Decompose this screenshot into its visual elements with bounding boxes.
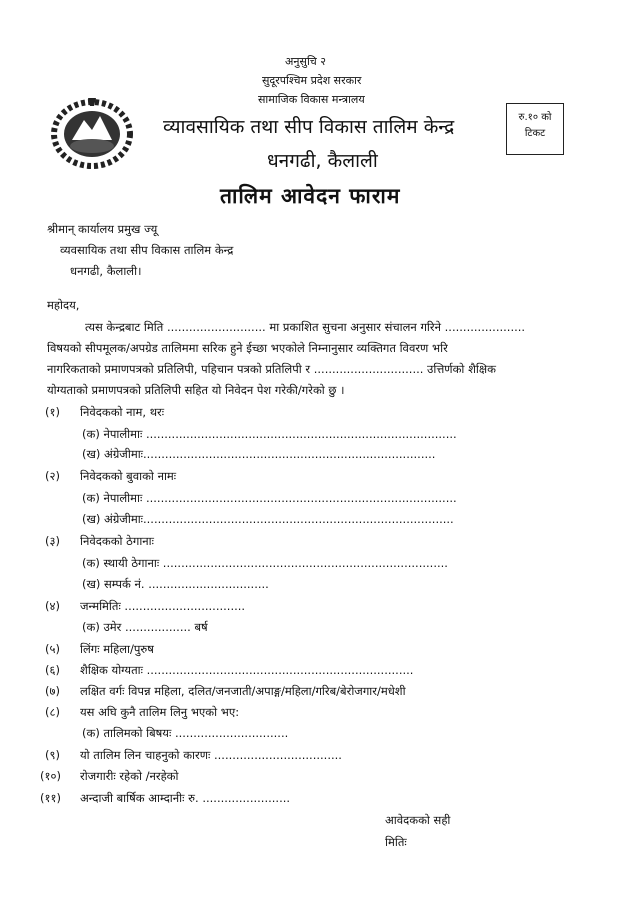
ministry-label: सामाजिक विकास मन्त्रालय (258, 93, 365, 106)
applicant-signature-label: आवेदकको सही (385, 813, 451, 827)
field-1-number: (१) (45, 405, 60, 419)
field-previous-training-subject[interactable]: (क) तालिमको बिषयः ............................... (82, 726, 289, 740)
salutation: महोदय, (47, 298, 80, 312)
field-previous-training-label: यस अघि कुनै तालिम लिनु भएको भए: (80, 705, 240, 719)
field-education[interactable]: शैक्षिक योग्यताः ......................................................................... (80, 663, 414, 677)
letter-para-line3: नागरिकताको प्रमाणपत्रको प्रतिलिपी, पहिचान पत्रको प्रतिलिपी र .............................. उत्तिर्णको शैक्षिक (47, 362, 496, 376)
letter-para-line2: विषयको सीपमूलक/अपग्रेड तालिममा सरिक हुने ईच्छा भएकोले निम्नानुसार व्यक्तिगत विवरण भरि (47, 341, 448, 355)
field-contact-number[interactable]: (ख) सम्पर्क नं. ................................. (82, 577, 269, 591)
field-applicant-name-english[interactable]: (ख) अंग्रेजीमाः................................................................................ (82, 447, 436, 461)
annex-label: अनुसुचि २ (285, 55, 326, 68)
field-7-number: (७) (45, 684, 60, 698)
field-permanent-address[interactable]: (क) स्थायी ठेगानाः .............................................................................. (82, 556, 448, 570)
field-father-name-nepali[interactable]: (क) नेपालीमाः ..................................................................................... (82, 491, 457, 505)
government-emblem-icon (50, 94, 134, 170)
field-annual-income[interactable]: अन्दाजी बार्षिक आम्दानीः रु. ........................ (80, 791, 291, 805)
ticket-stamp-box (506, 103, 564, 155)
field-training-reason[interactable]: यो तालिम लिन चाहनुको कारणः ................................... (80, 748, 342, 762)
field-4-number: (४) (45, 599, 60, 613)
letter-para-line4: योग्यताको प्रमाणपत्रको प्रतिलिपी सहित यो निवेदन पेश गरेकी/गरेको छु । (47, 383, 345, 397)
field-target-group[interactable]: लक्षित वर्गः विपन्न महिला, दलित/जनजाती/अपाङ्ग/महिला/गरिब/बेरोजगार/मधेशी (80, 684, 406, 698)
field-address-label: निवेदकको ठेगानाः (80, 534, 154, 548)
field-gender[interactable]: लिंगः महिला/पुरुष (80, 642, 154, 656)
stamp-line1: रु.१० को (518, 112, 552, 123)
field-applicant-name-label: निवेदकको नाम, थरः (80, 405, 165, 419)
address-line1: श्रीमान् कार्यालय प्रमुख ज्यू (47, 222, 158, 236)
field-father-name-label: निवेदकको बुवाको नामः (80, 469, 177, 483)
field-age[interactable]: (क) उमेर .................. बर्ष (82, 620, 208, 634)
field-11-number: (११) (40, 791, 61, 805)
field-father-name-english[interactable]: (ख) अंग्रेजीमाः..................................................................................... (82, 512, 454, 526)
field-6-number: (६) (45, 663, 60, 677)
center-location: धनगढी, कैलाली (267, 150, 378, 172)
field-date-of-birth[interactable]: जन्ममितिः ................................. (80, 599, 246, 613)
field-10-number: (१०) (40, 769, 61, 783)
field-applicant-name-nepali[interactable]: (क) नेपालीमाः ..................................................................................... (82, 427, 457, 441)
letter-para-line1: त्यस केन्द्रबाट मिति ........................... मा प्रकाशित सुचना अनुसार संचालन गरिने ...................... (85, 320, 526, 334)
center-name: व्यावसायिक तथा सीप विकास तालिम केन्द्र (163, 116, 455, 138)
field-5-number: (५) (45, 642, 60, 656)
address-line3: धनगढी, कैलाली। (70, 264, 142, 278)
signature-date-label: मितिः (385, 835, 407, 849)
field-9-number: (९) (45, 748, 60, 762)
address-line2: व्यवसायिक तथा सीप विकास तालिम केन्द्र (60, 243, 234, 257)
field-8-number: (८) (45, 705, 60, 719)
field-2-number: (२) (45, 469, 60, 483)
field-employment-status[interactable]: रोजगारीः रहेको /नरहेको (80, 769, 179, 783)
page-title: तालिम आवेदन फाराम (220, 184, 401, 208)
field-3-number: (३) (45, 534, 60, 548)
stamp-line2: टिकट (524, 128, 546, 139)
government-label: सुदूरपश्चिम प्रदेश सरकार (262, 74, 362, 87)
